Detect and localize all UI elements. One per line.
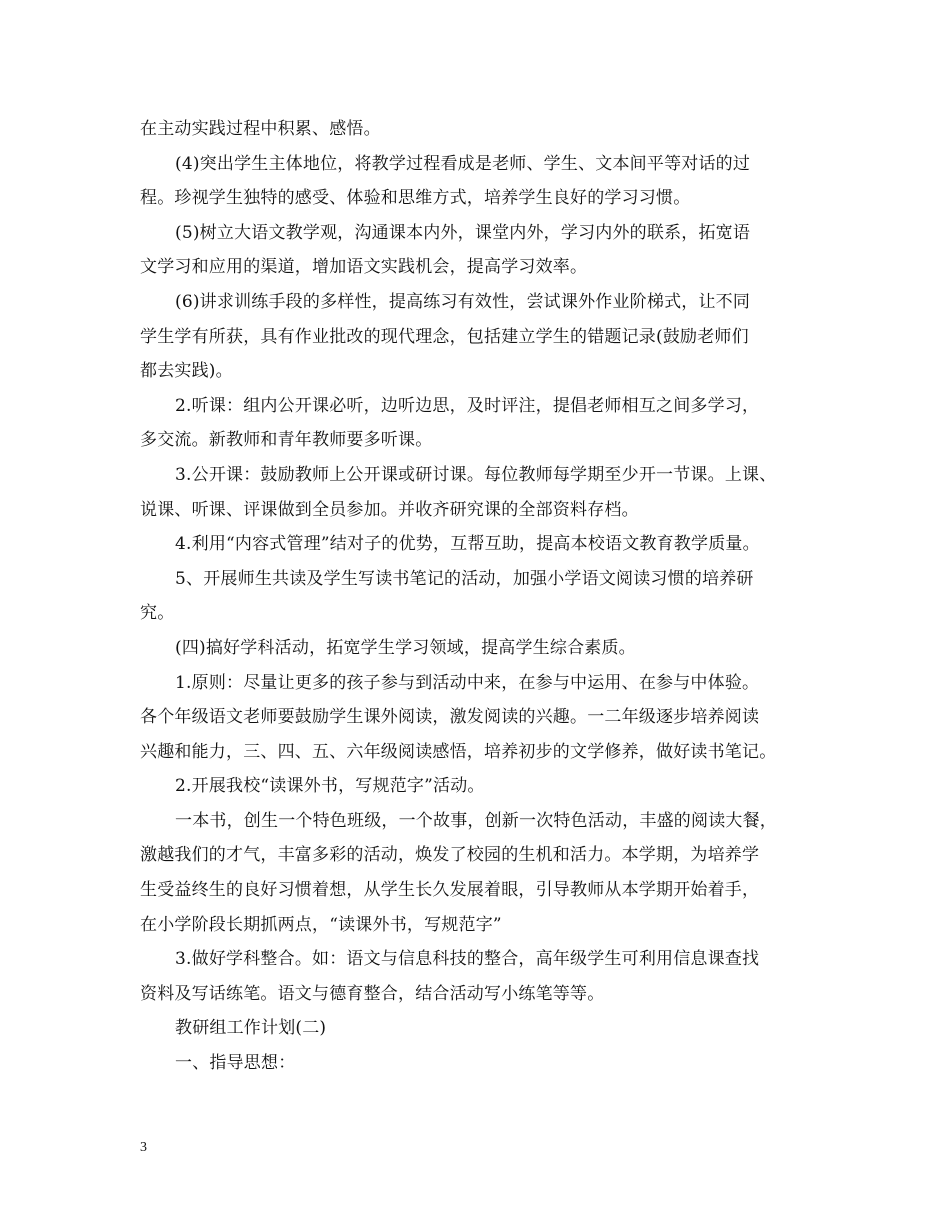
text-line: 程。珍视学生独特的感受、体验和思维方式，培养学生良好的学习习惯。 — [140, 188, 691, 209]
text-line: 1.原则：尽量让更多的孩子参与到活动中来，在参与中运用、在参与中体验。 — [175, 672, 760, 693]
text-line: 文学习和应用的渠道，增加语文实践机会，提高学习效率。 — [140, 257, 588, 278]
text-line: (四)搞好学科活动，拓宽学生学习领域，提高学生综合素质。 — [175, 637, 636, 658]
text-line: 5、开展师生共读及学生写读书笔记的活动，加强小学语文阅读习惯的培养研 — [175, 568, 754, 589]
text-line: 学生学有所获，具有作业批改的现代理念，包括建立学生的错题记录(鼓励老师们 — [140, 326, 749, 347]
text-line: 2.开展我校“读课外书，写规范字”活动。 — [175, 776, 485, 797]
text-line: (6)讲求训练手段的多样性，提高练习有效性，尝试课外作业阶梯式，让不同 — [175, 291, 751, 312]
text-line: 一、指导思想： — [175, 1053, 296, 1074]
text-line: 兴趣和能力，三、四、五、六年级阅读感悟，培养初步的文学修养，做好读书笔记。 — [140, 741, 777, 762]
text-line: 究。 — [140, 603, 175, 624]
text-line: 一本书，创生一个特色班级，一个故事，创新一次特色活动，丰盛的阅读大餐， — [175, 810, 777, 831]
text-line: 3.做好学科整合。如：语文与信息科技的整合，高年级学生可利用信息课查找 — [175, 949, 760, 970]
text-line: 教研组工作计划(二) — [175, 1018, 327, 1039]
text-line: 都去实践)。 — [140, 361, 233, 382]
text-line: (5)树立大语文教学观，沟通课本内外，课堂内外，学习内外的联系，拓宽语 — [175, 222, 751, 243]
page-number: 3 — [140, 1140, 147, 1155]
text-line: 资料及写话练笔。语文与德育整合，结合活动写小练笔等等。 — [140, 983, 605, 1004]
text-line: 4.利用“内容式管理”结对子的优势，互帮互助，提高本校语文教育教学质量。 — [175, 534, 760, 555]
text-line: 生受益终生的良好习惯着想，从学生长久发展着眼，引导教师从本学期开始着手， — [140, 880, 760, 901]
text-line: 3.公开课：鼓励教师上公开课或研讨课。每位教师每学期至少开一节课。上课、 — [175, 464, 777, 485]
text-line: 在小学阶段长期抓两点，“读课外书，写规范字” — [140, 914, 502, 935]
text-line: 各个年级语文老师要鼓励学生课外阅读，激发阅读的兴趣。一二年级逐步培养阅读 — [140, 707, 760, 728]
text-line: 2.听课：组内公开课必听，边听边思，及时评注，提倡老师相互之间多学习， — [175, 395, 760, 416]
text-line: 多交流。新教师和青年教师要多听课。 — [140, 430, 433, 451]
text-line: 说课、听课、评课做到全员参加。并收齐研究课的全部资料存档。 — [140, 499, 639, 520]
text-line: 在主动实践过程中积累、感悟。 — [140, 119, 381, 139]
text-line: 激越我们的才气，丰富多彩的活动，焕发了校园的生机和活力。本学期，为培养学 — [140, 845, 760, 866]
text-line: (4)突出学生主体地位，将教学过程看成是老师、学生、文本间平等对话的过 — [175, 153, 751, 174]
document-body — [140, 112, 830, 1081]
